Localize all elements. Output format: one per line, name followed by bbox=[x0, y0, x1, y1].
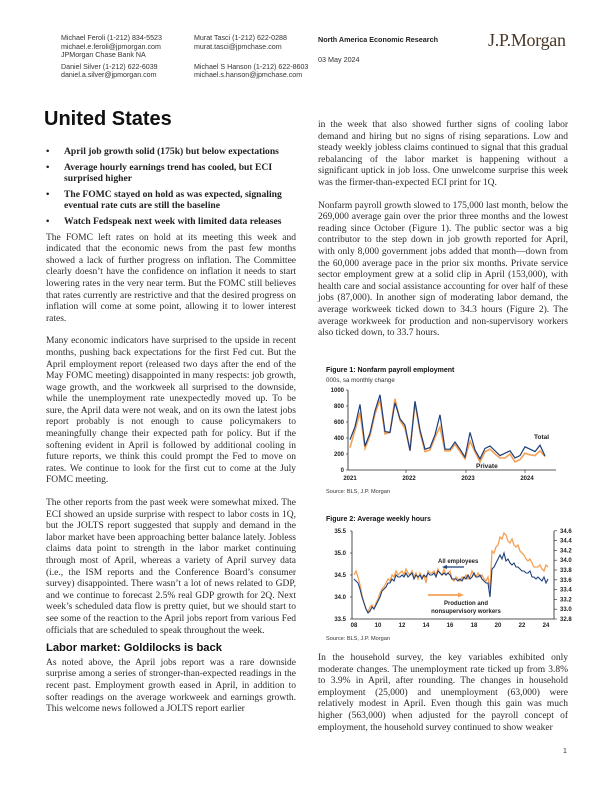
x-tick: 24 bbox=[542, 623, 550, 629]
y-left-tick: 35.0 bbox=[334, 551, 346, 557]
x-tick: 2022 bbox=[402, 476, 416, 482]
y-right-tick: 33.4 bbox=[560, 587, 572, 594]
contact-org: JPMorgan Chase Bank NA bbox=[61, 51, 146, 60]
y-right-tick: 33.6 bbox=[560, 577, 572, 584]
figure-title: Figure 1: Nonfarm payroll employment bbox=[326, 367, 455, 374]
production-workers-label-line1: Production and bbox=[444, 601, 488, 607]
y-right-tick: 33.0 bbox=[560, 607, 572, 614]
contact-email[interactable]: murat.tasci@jpmchase.com bbox=[194, 42, 282, 51]
contacts-right-column bbox=[194, 34, 329, 83]
y-left-tick: 35.5 bbox=[334, 529, 346, 535]
page-title: United States bbox=[44, 108, 172, 130]
y-tick: 200 bbox=[333, 452, 344, 458]
production-workers-label-line2: nonsupervisory workers bbox=[431, 609, 501, 615]
figure-source: Source: BLS, J.P. Morgan bbox=[326, 489, 390, 495]
x-tick: 16 bbox=[446, 623, 454, 629]
jpmorgan-logo: J.P.Morgan bbox=[488, 30, 566, 50]
private-series-label: Private bbox=[476, 463, 498, 470]
y-right-tick: 34.6 bbox=[560, 528, 572, 535]
paragraph-labor-market: As noted above, the April jobs report was a rare downside surprise among a series of stronger-than-expected readings in the recent past. Employment growth eased in April, in addition to softer readings on the average workweek and earnings growth. This welcome news followed a JOLTS report earlier bbox=[46, 657, 296, 715]
contact-silver bbox=[61, 63, 196, 80]
paragraph-indicators: Many economic indicators have surprised to the upside in recent months, pushing back expectations for the first Fed cut. But the April employment report (released two days after the end of the May FOMC meeting) disappointed in many respects: job growth, wage growth, and the workweek all surprised to the downside, while the unemployment rate unexpectedly moved up. To be sure, the April data were not weak, and on its own the latest jobs report probably is not enough to cause policymakers to meaningfully change their expected path for policy. But if the softening evident in April is followed by additional cooling in future reports, we think this could prompt the Fed to move on rates. We continue to look for the first cut to come at the July FOMC meeting. bbox=[46, 336, 296, 486]
left-column bbox=[46, 146, 296, 727]
contact-name: Michael Feroli (1-212) 834-5523 bbox=[61, 34, 162, 42]
y-right-tick: 33.8 bbox=[560, 568, 572, 574]
figure-title: Figure 2: Average weekly hours bbox=[326, 516, 431, 523]
contact-tasci bbox=[194, 34, 329, 51]
key-points-list bbox=[46, 146, 296, 228]
right-column bbox=[318, 120, 568, 351]
key-point: • Watch Fedspeak next week with limited data releases bbox=[46, 216, 296, 228]
paragraph-household-survey: In the household survey, the key variables exhibited only moderate changes. The unemployment rate ticked up from 3.8% to 3.9% in April, after rounding. The changes in household employment (25,000) and unemployment (63,000) were relatively modest in April. Even though this gain was much higher (563,000) when adjusted for the payroll concept of employment, the household survey continued to show weaker bbox=[318, 653, 568, 733]
figure-1-chart bbox=[326, 384, 576, 484]
x-tick: 2021 bbox=[343, 476, 357, 482]
y-right-tick: 34.2 bbox=[560, 548, 572, 555]
all-employees-label: All employees bbox=[438, 559, 479, 565]
contact-email[interactable]: daniel.a.silver@jpmorgan.com bbox=[61, 71, 157, 80]
research-unit: North America Economic Research bbox=[318, 35, 438, 44]
paragraph-jolts: in the week that also showed further signs of cooling labor demand and hiring but no signs of rising separations. Low and steady weekly jobless claims continued to signal that this gradual rebalancing of the labor market is happening without a significant uptick in job loss. One unwelcome surprise this week was the firmer-than-expected ECI print for 1Q. bbox=[318, 120, 568, 188]
report-date: 03 May 2024 bbox=[318, 55, 360, 64]
y-tick: 400 bbox=[333, 436, 344, 442]
figure-source: Source: BLS, J.P. Morgan bbox=[326, 636, 390, 642]
figure-2-weekly-hours bbox=[326, 516, 581, 642]
x-tick: 08 bbox=[350, 623, 358, 629]
paragraph-fomc: The FOMC left rates on hold at its meeting this week and indicated that the economic news from the past few months showed a lack of further progress on inflation. The Committee clearly doesn’t have the confidence on inflation it needs to start lowering rates in the very near term. But the FOMC still believes that rates currently are restrictive and that the desired progress on inflation will come at some point, allowing it to lower interest rates. bbox=[46, 232, 296, 324]
total-series-label: Total bbox=[534, 434, 550, 441]
key-point: • The FOMC stayed on hold as was expected, signaling eventual rate cuts are still the baseline bbox=[46, 189, 296, 212]
x-tick: 20 bbox=[494, 623, 502, 629]
y-tick: 600 bbox=[333, 420, 344, 426]
y-left-tick: 33.5 bbox=[334, 617, 346, 623]
y-right-tick: 33.2 bbox=[560, 597, 572, 604]
x-tick: 18 bbox=[470, 623, 478, 629]
x-tick: 10 bbox=[374, 623, 382, 629]
figure-2-chart bbox=[326, 523, 581, 631]
contact-name: Michael S Hanson (1-212) 622-8603 bbox=[194, 62, 309, 71]
y-tick: 1000 bbox=[330, 388, 344, 394]
y-right-tick: 34.4 bbox=[560, 538, 572, 545]
y-right-tick: 32.8 bbox=[560, 617, 572, 623]
contact-name: Daniel Silver (1-212) 622-6039 bbox=[61, 62, 158, 71]
contact-email[interactable]: michael.e.feroli@jpmorgan.com bbox=[61, 42, 161, 51]
section-heading-labor-market: Labor market: Goldilocks is back bbox=[46, 642, 222, 655]
contact-email[interactable]: michael.s.hanson@jpmchase.com bbox=[194, 71, 303, 80]
y-right-tick: 34.0 bbox=[560, 558, 572, 565]
paragraph-payrolls: Nonfarm payroll growth slowed to 175,000 last month, below the 269,000 average gain over the prior three months and the lowest reading since October (Figure 1). The public sector was a big contributor to the step down in job growth reported for April, with only 8,000 government jobs added that month—down from the 60,000 average pace in the prior six months. Private service sector employment grew at a solid clip in April (153,000), with health care and social assistance accounting for over half of these jobs (87,000). In another sign of moderating labor demand, the average workweek ticked down to 34.3 hours (Figure 2). The average workweek for production and non-supervisory workers also ticked down, to 33.7 hours. bbox=[318, 200, 568, 339]
key-point: • April job growth solid (175k) but below expectations bbox=[46, 146, 296, 158]
contacts-left-column bbox=[61, 34, 196, 83]
y-left-tick: 34.0 bbox=[334, 595, 346, 601]
key-point: • Average hourly earnings trend has cooled, but ECI surprised higher bbox=[46, 162, 296, 185]
contact-feroli bbox=[61, 34, 196, 60]
x-tick: 14 bbox=[422, 623, 430, 629]
figure-1-nonfarm-payroll bbox=[326, 367, 576, 495]
x-tick: 12 bbox=[398, 623, 406, 629]
y-left-tick: 34.5 bbox=[334, 573, 346, 579]
y-tick: 800 bbox=[333, 404, 344, 410]
x-tick: 22 bbox=[518, 623, 526, 629]
x-tick: 2024 bbox=[520, 476, 534, 482]
contact-name: Murat Tasci (1-212) 622-0288 bbox=[194, 34, 287, 42]
paragraph-other-reports: The other reports from the past week were somewhat mixed. The ECI showed an upside surprise with respect to labor costs in 1Q, but the JOLTS report suggested that supply and demand in the labor market have been approaching better balance lately. Jobless claims data point to strength in the labor market continuing through most of April, whereas a variety of April survey data (i.e., the ISM reports and the Conference Board’s consumer survey) disappointed. There wasn’t a lot of news related to GDP, and we continue to forecast 2.5% real GDP growth for 2Q. Next week’s scheduled data flow is pretty quiet, but we should start to see some of the reaction to the April jobs report from various Fed officials that are scheduled to speak throughout the week. bbox=[46, 498, 296, 636]
private-series-line bbox=[350, 399, 545, 462]
total-series-line bbox=[350, 395, 545, 459]
x-tick: 2023 bbox=[461, 476, 475, 482]
y-tick: 0 bbox=[340, 468, 344, 474]
right-column-bottom bbox=[318, 653, 568, 745]
contact-hanson bbox=[194, 63, 329, 80]
page-number: 1 bbox=[563, 748, 567, 755]
figure-subtitle: 000s, sa monthly change bbox=[326, 377, 395, 384]
